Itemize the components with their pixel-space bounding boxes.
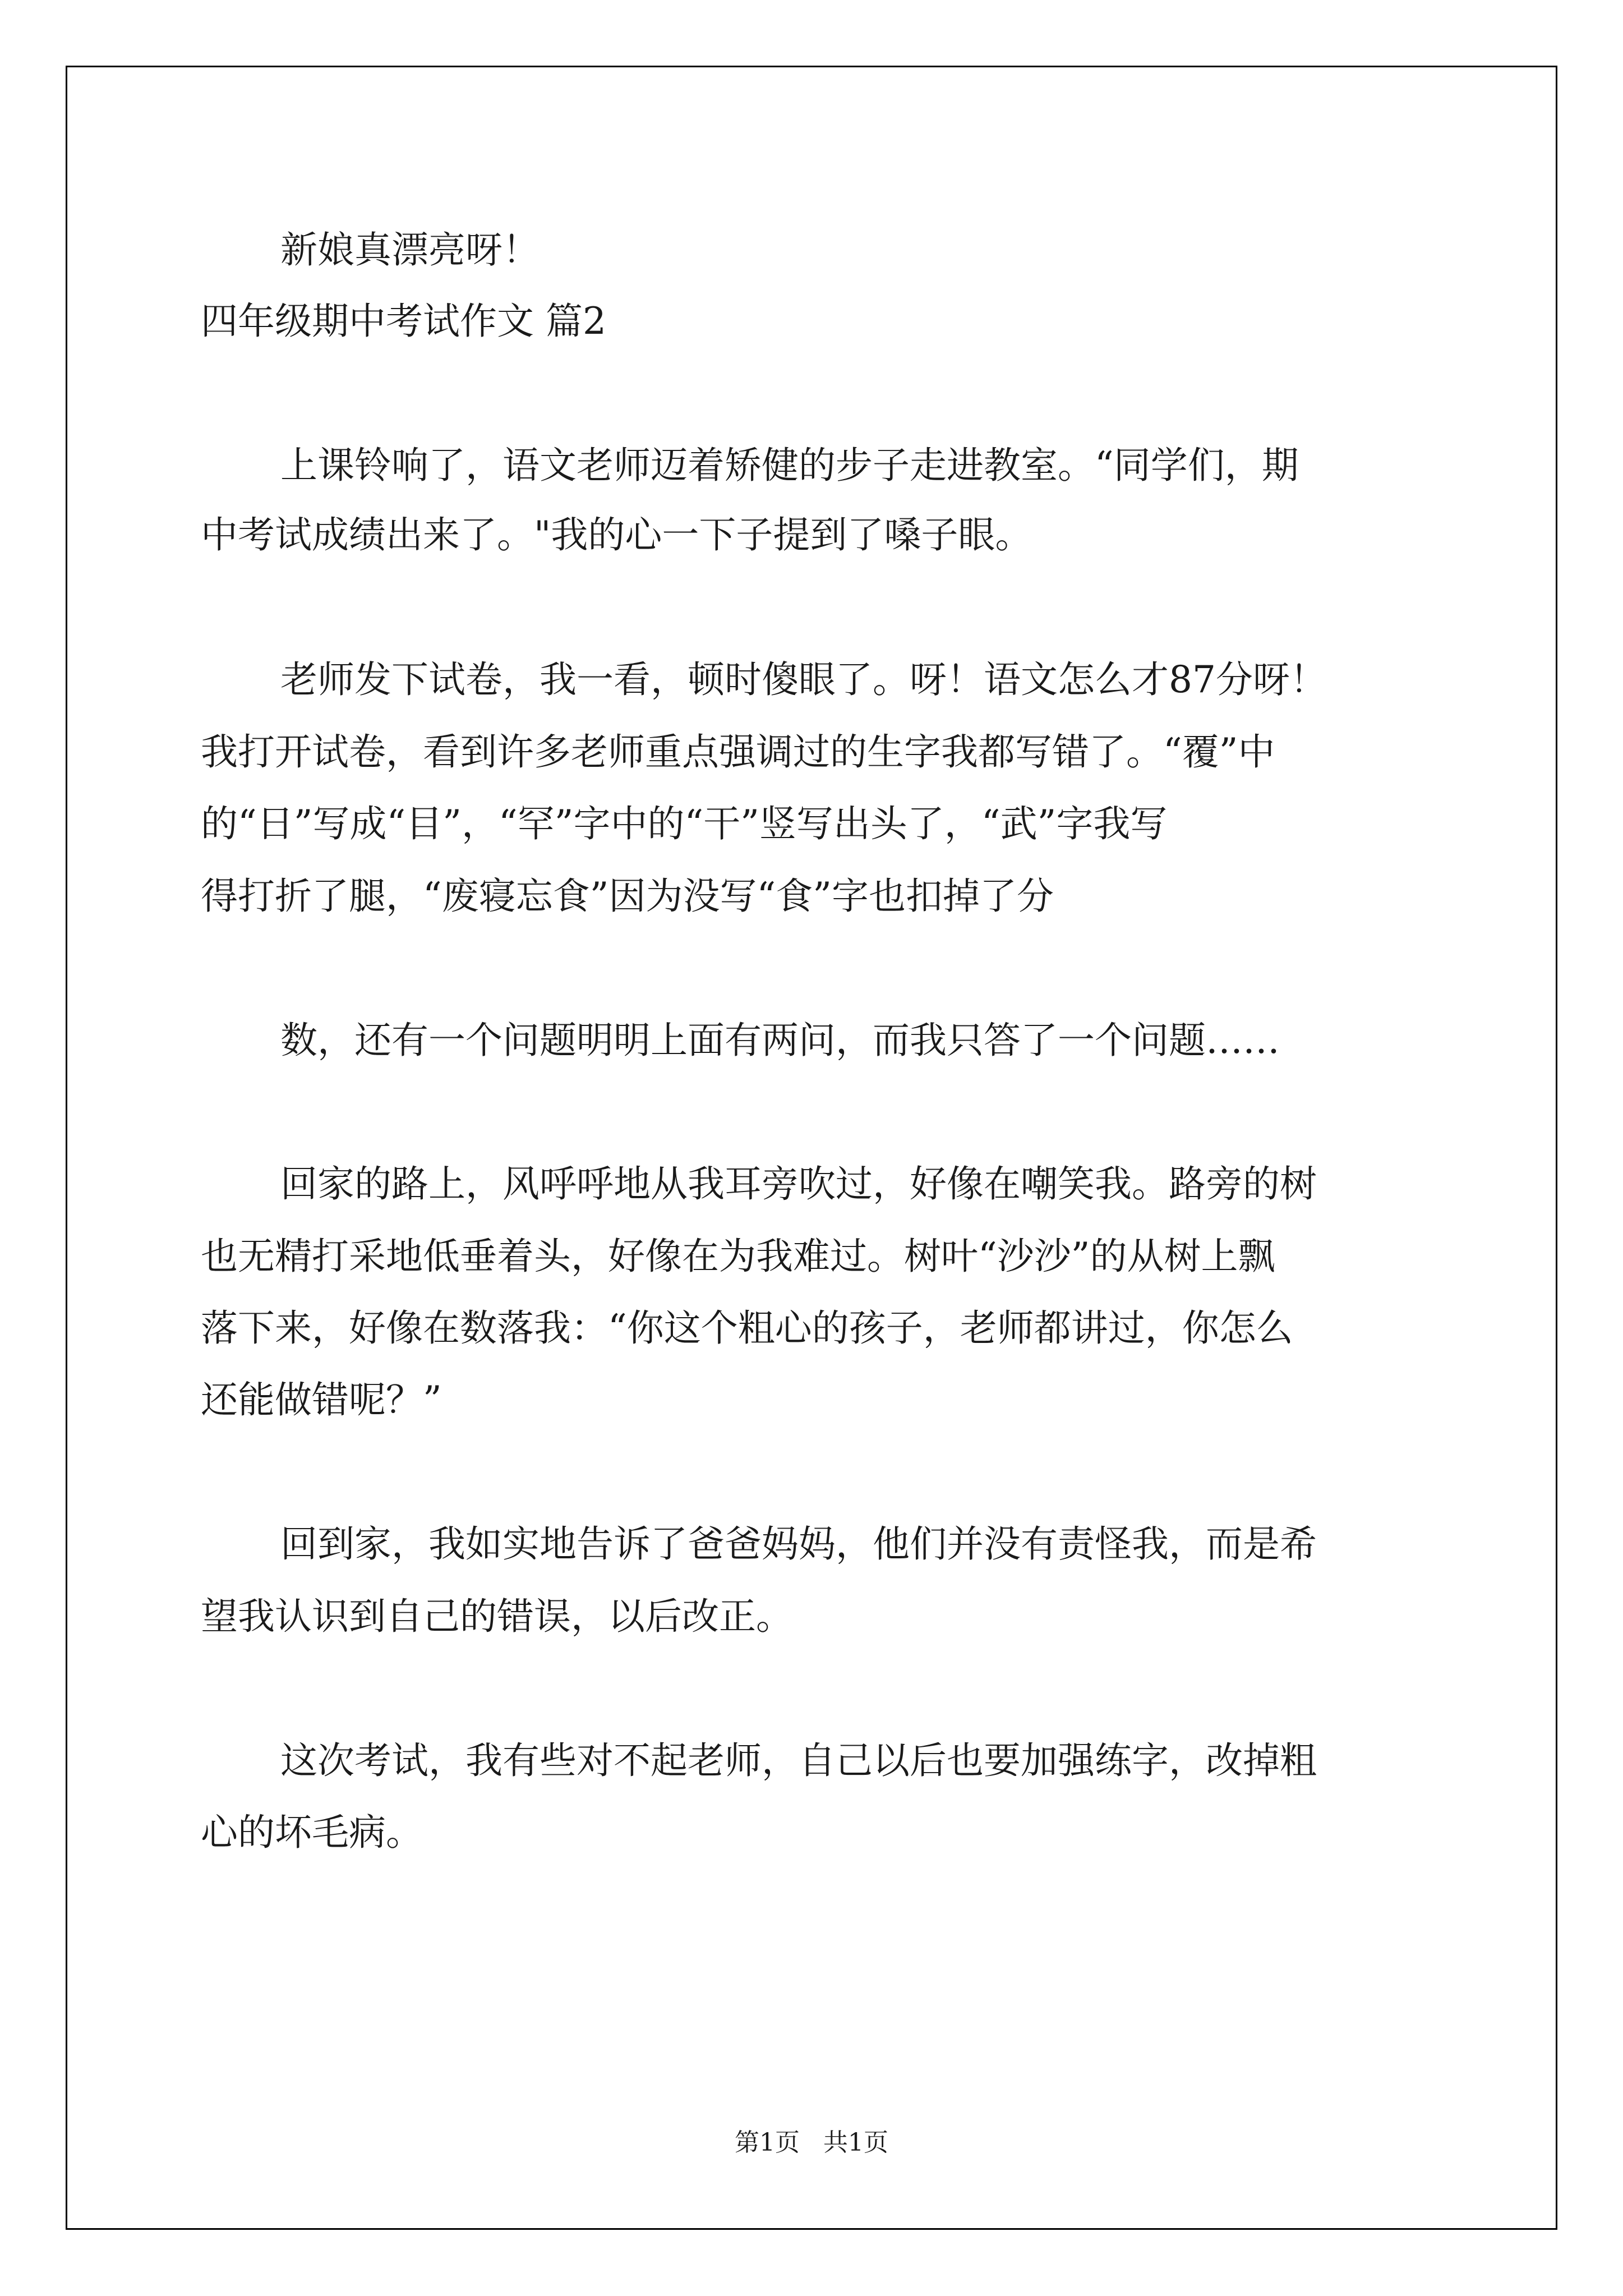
paragraph-6-line-2: 心的坏毛病。 [201, 1811, 423, 1854]
paragraph-2-line-1: 老师发下试卷，我一看，顿时傻眼了。呀！语文怎么才87分呀！ [280, 658, 1327, 701]
paragraph-2-line-2: 我打开试卷，看到许多老师重点强调过的生字我都写错了。“覆”中 [201, 730, 1275, 774]
paragraph-1-line-2: 中考试成绩出来了。"我的心一下子提到了嗓子眼。 [201, 513, 1032, 556]
paragraph-4-line-3: 落下来，好像在数落我：“你这个粗心的孩子，老师都讲过，你怎么 [201, 1306, 1293, 1350]
paragraph-5-line-2: 望我认识到自己的错误，以后改正。 [201, 1595, 793, 1638]
page-border [66, 66, 1557, 2230]
paragraph-5-line-1: 回到家，我如实地告诉了爸爸妈妈，他们并没有责怪我，而是希 [280, 1522, 1317, 1566]
paragraph-1-line-1: 上课铃响了，语文老师迈着矫健的步子走进教室。“同学们，期 [280, 444, 1299, 487]
paragraph-4-line-2: 也无精打采地低垂着头，好像在为我难过。树叶“沙沙”的从树上飘 [201, 1235, 1275, 1278]
closing-sentence: 新娘真漂亮呀！ [280, 228, 540, 272]
paragraph-4-line-1: 回家的路上，风呼呼地从我耳旁吹过，好像在嘲笑我。路旁的树 [280, 1162, 1317, 1205]
paragraph-4-line-4: 还能做错呢？” [201, 1378, 442, 1421]
paragraph-2-line-3: 的“日”写成“目”，“罕”字中的“干”竖写出头了，“武”字我写 [201, 802, 1168, 845]
section-heading: 四年级期中考试作文 篇2 [201, 300, 606, 343]
page-number-footer: 第1页 共1页 [735, 2128, 888, 2157]
paragraph-3-line-1: 数，还有一个问题明明上面有两问，而我只答了一个问题…… [280, 1019, 1280, 1062]
paragraph-6-line-1: 这次考试，我有些对不起老师，自己以后也要加强练字，改掉粗 [280, 1739, 1317, 1782]
paragraph-2-line-4: 得打折了腿，“废寝忘食”因为没写“食”字也扣掉了分 [201, 875, 1054, 918]
